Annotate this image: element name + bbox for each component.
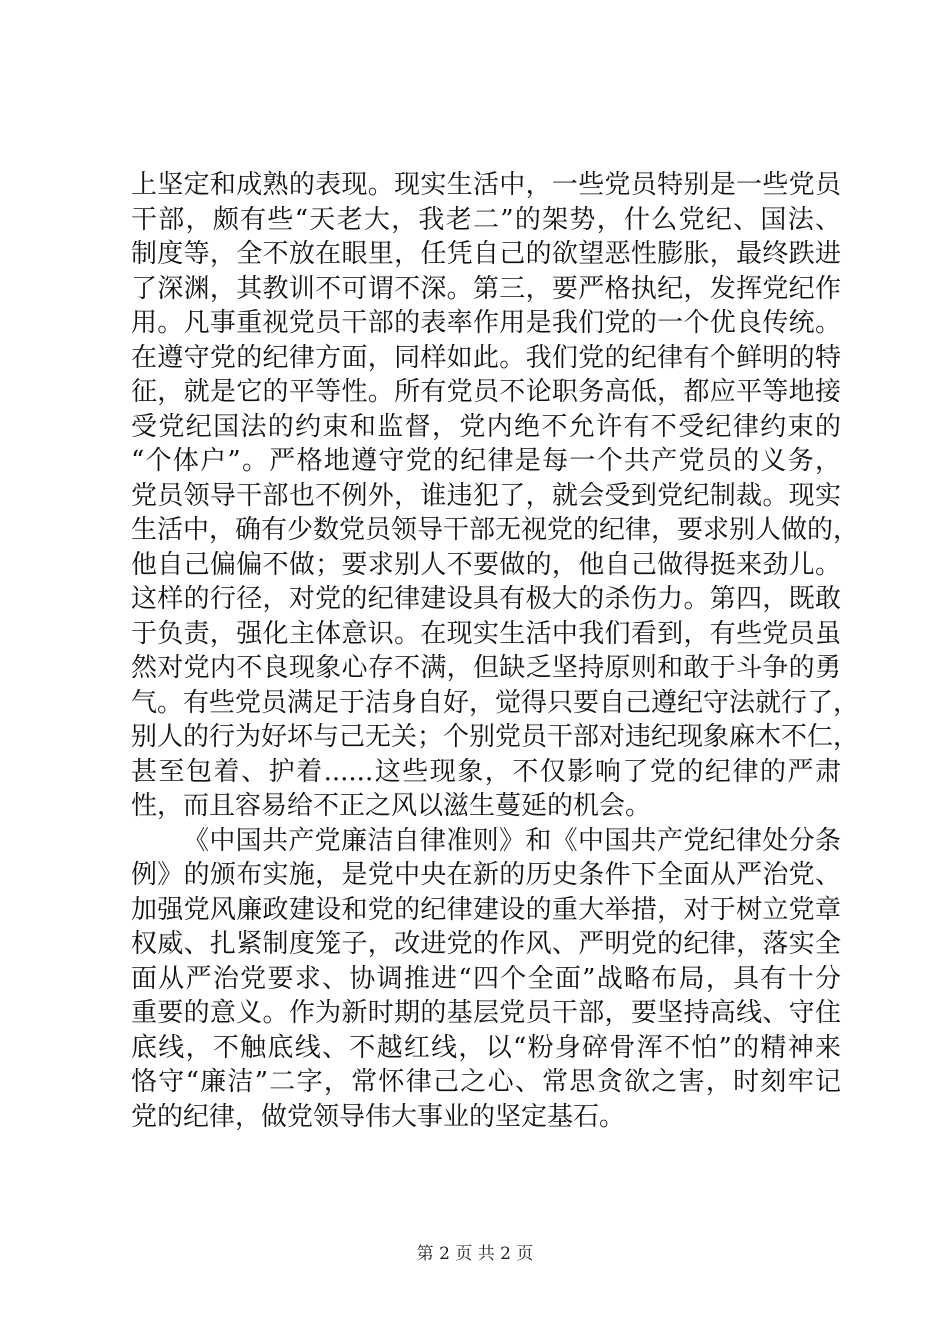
text-line: 党员领导干部也不例外，谁违犯了，就会受到党纪制裁。现实: [131, 480, 841, 511]
text-line: 底线，不触底线、不越红线，以“粉身碎骨浑不怕”的精神来: [131, 1032, 841, 1063]
paragraph-2: [131, 824, 841, 1135]
text-line: 受党纪国法的约束和监督，党内绝不允许有不受纪律约束的: [131, 411, 841, 442]
document-body: [131, 168, 860, 1134]
text-line: 在遵守党的纪律方面，同样如此。我们党的纪律有个鲜明的特: [131, 342, 841, 373]
text-line: 气。有些党员满足于洁身自好，觉得只要自己遵纪守法就行了，: [131, 687, 860, 718]
text-line: “个体户”。严格地遵守党的纪律是每一个共产党员的义务，: [131, 446, 841, 476]
text-line: 制度等，全不放在眼里，任凭自己的欲望恶性膨胀，最终跌进: [131, 239, 841, 269]
text-line: 他自己偏偏不做；要求别人不要做的，他自己做得挺来劲儿。: [131, 549, 841, 580]
text-line: 甚至包着、护着......这些现象，不仅影响了党的纪律的严肃: [131, 756, 841, 787]
text-line: 上坚定和成熟的表现。现实生活中，一些党员特别是一些党员: [131, 170, 841, 200]
paragraph-1: [131, 168, 860, 824]
text-line: 性，而且容易给不正之风以滋生蔓延的机会。: [131, 791, 652, 821]
text-line: 然对党内不良现象心存不满，但缺乏坚持原则和敢于斗争的勇: [131, 653, 841, 683]
text-line: 重要的意义。作为新时期的基层党员干部，要坚持高线、守住: [131, 998, 841, 1028]
text-line: 加强党风廉政建设和党的纪律建设的重大举措，对于树立党章: [131, 894, 841, 925]
text-line: 这样的行径，对党的纪律建设具有极大的杀伤力。第四，既敢: [131, 584, 841, 614]
text-line: 用。凡事重视党员干部的表率作用是我们党的一个优良传统。: [131, 308, 841, 338]
text-line: 干部，颇有些“天老大，我老二”的架势，什么党纪、国法、: [131, 204, 841, 235]
text-line: 征，就是它的平等性。所有党员不论职务高低，都应平等地接: [131, 377, 841, 407]
text-line: 了深渊，其教训不可谓不深。第三，要严格执纪，发挥党纪作: [131, 273, 841, 304]
text-line: 党的纪律，做党领导伟大事业的坚定基石。: [131, 1101, 626, 1132]
text-line: 于负责，强化主体意识。在现实生活中我们看到，有些党员虽: [131, 618, 841, 649]
text-line: 权威、扎紧制度笼子，改进党的作风、严明党的纪律，落实全: [131, 929, 841, 959]
text-line: 别人的行为好坏与己无关；个别党员干部对违纪现象麻木不仁，: [131, 722, 860, 752]
text-line: 《中国共产党廉洁自律准则》和《中国共产党纪律处分条: [183, 825, 841, 856]
text-line: 恪守“廉洁”二字，常怀律己之心、常思贪欲之害，时刻牢记: [131, 1067, 841, 1097]
page-number-footer: 第 2 页 共 2 页: [416, 1244, 534, 1264]
text-line: 面从严治党要求、协调推进“四个全面”战略布局，具有十分: [131, 963, 841, 994]
text-line: 生活中，确有少数党员领导干部无视党的纪律，要求别人做的，: [131, 515, 860, 545]
text-line: 例》的颁布实施，是党中央在新的历史条件下全面从严治党、: [131, 860, 841, 890]
